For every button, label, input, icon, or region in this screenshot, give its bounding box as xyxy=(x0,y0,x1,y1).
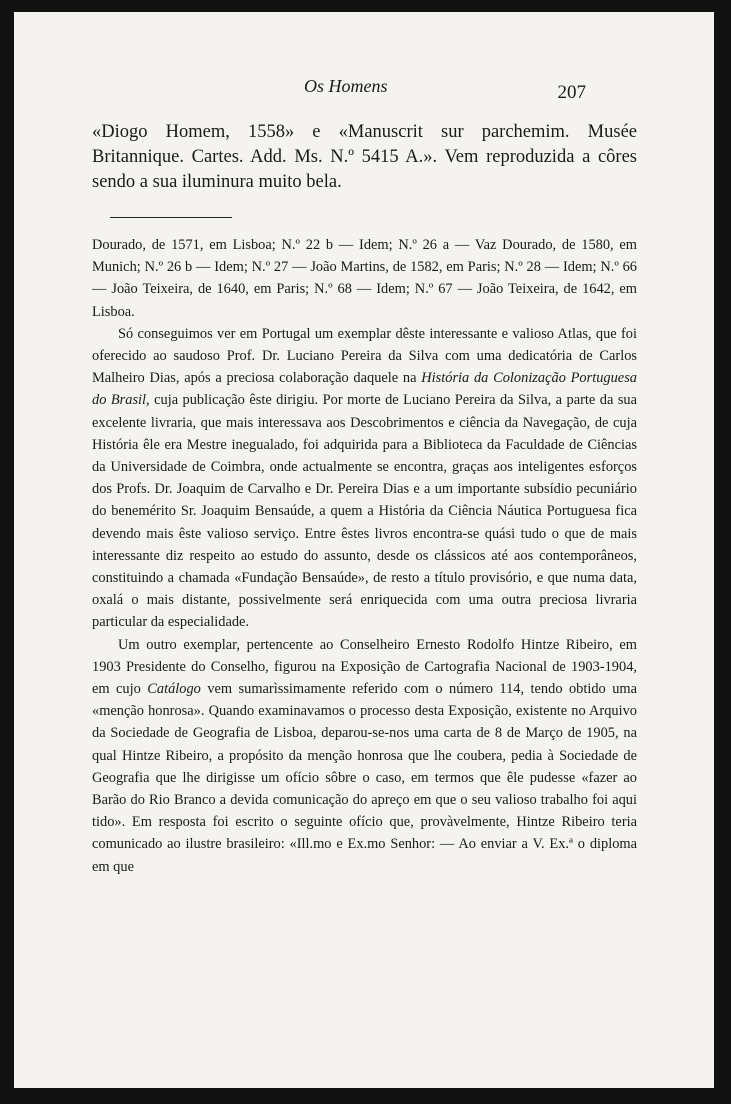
page-header xyxy=(14,76,714,106)
footnote-continuation: Dourado, de 1571, em Lisboa; N.º 22 b — Idem; N.º 26 a — Vaz Dourado, de 1580, em Munich; N.º 26 b — Idem; N.º 27 — João Martins, de 1582, em Paris; N.º 28 — Idem; N.º 66 — João Teixeira, de 1640, em Paris; N.º 68 — Idem; N.º 67 — João Teixeira, de 1642, em Lisboa. xyxy=(92,237,637,320)
footnote-separator xyxy=(110,217,232,218)
footnote-paragraph-atlas xyxy=(92,323,637,634)
page-number: 207 xyxy=(557,82,586,103)
footnote-paragraph-exemplar xyxy=(92,634,637,878)
paragraph-text: Só conseguimos ver em Portugal um exemplar dêste interessante e valioso Atlas, que foi oferecido ao saudoso Prof. Dr. Luciano Pereira da Silva com uma dedicatória de Carlos Malheiro Dias, após a preciosa colaboração daquele na xyxy=(92,325,637,387)
catalog-title: Catálogo xyxy=(147,681,201,698)
book-title: História da Colonização Portuguesa do Brasil xyxy=(92,370,637,409)
paragraph-text: , cuja publicação êste dirigiu. Por morte de Luciano Pereira da Silva, a parte da sua excelente livraria, que mais interessava aos Descobrimentos e ciência da Navegação, de cuja História êle era Mestre inegualado, foi adquirida para a Biblioteca da Faculdade de Ciências da Universidade de Coimbra, onde actualmente se encontra, graças aos inteligentes esforços dos Profs. Dr. Joaquim de Carvalho e Dr. Pereira Dias e a um importante subsídio pecuniário do benemérito Sr. Joaquim Bensaúde, a quem a História da Ciência Náutica Portuguesa fica devendo mais êste valioso serviço. Entre êstes livros encontra-se quási tudo o que de mais interessante diz respeito ao estudo do assunto, desde os clássicos até aos contemporâneos, constituindo a chamada «Fundação Bensaúde», de resto a título provisório, e que numa data, oxalá o mais distante, possivelmente será enriquecida com uma outra preciosa livraria particular da especialidade. xyxy=(92,392,637,631)
intro-paragraph: «Diogo Homem, 1558» e «Manuscrit sur parchemim. Musée Britannique. Cartes. Add. Ms. N.º 5415 A.». Vem reproduzida a côres sendo a sua iluminura muito bela. xyxy=(92,122,637,192)
book-page xyxy=(14,12,714,1088)
paragraph-text: Um outro exemplar, pertencente ao Conselheiro Ernesto Rodolfo Hintze Ribeiro, em 1903 Presidente do Conselho, figurou na Exposição de Cartografia Nacional de 1903-1904, em cujo xyxy=(92,636,637,698)
paragraph-text: vem sumarìssimamente referido com o número 114, tendo obtido uma «menção honrosa». Quando examinavamos o processo desta Exposição, existente no Arquivo da Sociedade de Geografia de Lisboa, deparou-se-nos uma carta de 8 de Março de 1905, na qual Hintze Ribeiro, a propósito da menção honrosa que lhe coubera, pedia à Sociedade de Geografia que lhe dirigisse um ofício sôbre o caso, em termos que êle pudesse «fazer ao Barão do Rio Branco a devida comunicação do apreço em que o seu valioso trabalho foi aqui tido». Em resposta foi escrito o seguinte ofício que, provàvelmente, Hintze Ribeiro teria comunicado ao ilustre brasileiro: «Ill.mo e Ex.mo Senhor: — Ao enviar a V. Ex.ª o diploma em que xyxy=(92,681,637,875)
footnotes-block xyxy=(92,234,637,878)
running-title: Os Homens xyxy=(304,76,388,96)
